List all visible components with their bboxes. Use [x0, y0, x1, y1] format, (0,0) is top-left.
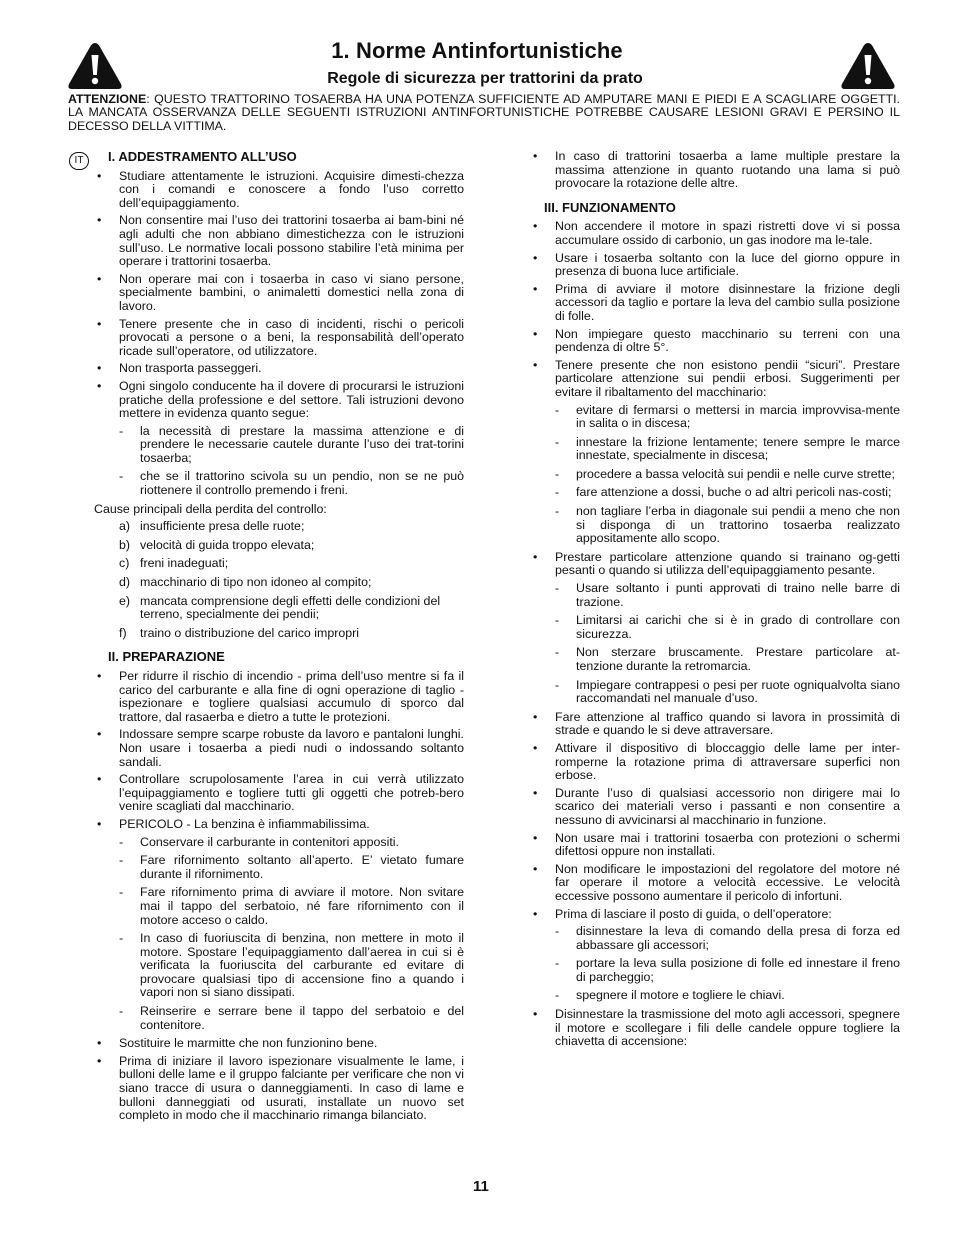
- list-item: [94, 818, 464, 1032]
- list-item: • Non impiegare questo macchinario su terreni con una pendenza di oltre 5°.: [530, 328, 900, 355]
- item-label: e): [119, 593, 131, 608]
- item-label: b): [119, 537, 131, 552]
- list-item: • Usare i tosaerba soltanto con la luce del giorno oppure in presenza di buona luce artificiale.: [530, 252, 900, 279]
- list-item: [530, 359, 900, 546]
- list-item: - Impiegare contrappesi o pesi per ruote ogniqualvolta siano raccomandati nel manuale d’uso.: [555, 679, 900, 706]
- item-text: traino o distribuzione del carico impropri: [140, 625, 360, 640]
- list-item-text: Prestare particolare attenzione quando si trainano og-getti pesanti o quando si utilizza dell’equipaggiamento pesante.: [555, 549, 900, 578]
- section-heading: I. ADDESTRAMENTO ALL’USO: [108, 149, 297, 164]
- list-item-text: Prima di lasciare il posto di guida, o dell’operatore:: [555, 906, 832, 921]
- list-item: • Prima di avviare il motore disinnestare la frizione degli accessori da taglio e portare la leva del cambio sulla posizione di folle.: [530, 283, 900, 324]
- page-title: 1. Norme Antinfortunistiche: [331, 38, 623, 63]
- item-text: mancata comprensione degli effetti delle condizioni del terreno, specialmente dei pendii;: [140, 593, 441, 622]
- list-item: [94, 380, 464, 498]
- dash-list: [119, 425, 464, 498]
- list-item: • Studiare attentamente le istruzioni. Acquisire dimesti-chezza con i comandi e conoscere a fondo l’uso corretto dell’equipaggiamento.: [94, 170, 464, 211]
- list-item: [530, 908, 900, 1004]
- list-item: • Durante l’uso di qualsiasi accessorio non dirigere mai lo scarico dei materiali verso i passanti e non consentire a nessuno di avvicinarsi al macchinario in funzione.: [530, 787, 900, 828]
- list-item: - la necessità di prestare la massima attenzione e di prendere le necessarie cautele durante l’uso dei trat-torini tosaerba;: [119, 425, 464, 466]
- list-item: • Fare attenzione al traffico quando si lavora in prossimità di strade e quando le si deve attraversare.: [530, 711, 900, 738]
- list-item: - fare attenzione a dossi, buche o ad altri pericoli nas-costi;: [555, 486, 900, 500]
- list-item-text: Tenere presente che non esistono pendii “sicuri”. Prestare particolare attenzione sui pendii erbosi. Suggerimenti per evitare il ribaltamento del macchinario:: [555, 357, 900, 399]
- page-number: 11: [473, 1178, 489, 1195]
- bullet-list: [94, 670, 464, 1123]
- list-item: [94, 627, 464, 641]
- list-item: - procedere a bassa velocità sui pendii e nelle curve strette;: [555, 468, 900, 482]
- item-label: d): [119, 575, 131, 590]
- causes-intro: Cause principali della perdita del controllo:: [94, 501, 327, 516]
- list-item: - Non sterzare bruscamente. Prestare particolare at-tenzione durante la retromarcia.: [555, 646, 900, 673]
- item-label: c): [119, 556, 130, 571]
- item-text: macchinario di tipo non idoneo al compito;: [140, 575, 372, 590]
- attention-notice: [68, 93, 900, 133]
- list-item: - Reinserire e serrare bene il tappo del serbatoio e del contenitore.: [119, 1005, 464, 1032]
- list-item: - portare la leva sulla posizione di folle ed innestare il freno di parcheggio;: [555, 957, 900, 984]
- attention-label: ATTENZIONE: [68, 92, 147, 106]
- dash-list: [555, 582, 900, 706]
- item-label: a): [119, 519, 131, 534]
- list-item: - Conservare il carburante in contenitori appositi.: [119, 836, 464, 850]
- list-item: • Non accendere il motore in spazi ristretti dove vi si possa accumulare ossido di carbonio, un gas inodore ma le-tale.: [530, 220, 900, 247]
- list-item: - evitare di fermarsi o mettersi in marcia improvvisa-mente in salita o in discesa;: [555, 404, 900, 431]
- language-badge: IT: [69, 152, 89, 170]
- list-item: [94, 520, 464, 534]
- list-item: - non tagliare l’erba in diagonale sui pendii a meno che non si disponga di un trattorino tosaerba realizzato appositamente allo scopo.: [555, 505, 900, 546]
- section-heading: II. PREPARAZIONE: [108, 649, 225, 665]
- list-item: - Fare rifornimento prima di avviare il motore. Non svitare mai il tappo del serbatoio, né fare rifornimento con il motore acceso o caldo.: [119, 886, 464, 927]
- list-item: • Attivare il dispositivo di bloccaggio delle lame per inter-romperne la rotazione prima di attraversare superfici non erbose.: [530, 742, 900, 783]
- list-item: - In caso di fuoriuscita di benzina, non mettere in moto il motore. Spostare l’equipaggiamento dall’aerea in cui si è verificata la fuoriuscita del carburante ed evitare di provocare qualsiasi tipo di accensione fino a quando i vapori non si siano dissipati.: [119, 932, 464, 1000]
- list-item: • Non operare mai con i tosaerba in caso vi siano persone, specialmente bambini, o animaletti domestici nella zona di lavoro.: [94, 273, 464, 314]
- list-item: - Usare soltanto i punti approvati di traino nelle barre di trazione.: [555, 582, 900, 609]
- list-item: [94, 539, 464, 553]
- list-item: • Controllare scrupolosamente l’area in cui verrà utilizzato l’equipaggiamento e togliere tutti gli oggetti che potreb-bero venire scagliati dal macchinario.: [94, 773, 464, 814]
- list-item: • In caso di trattorini tosaerba a lame multiple prestare la massima attenzione in quanto ruotando una lama si può provocare la rotazione delle altre.: [530, 150, 900, 191]
- section-heading: III. FUNZIONAMENTO: [544, 199, 676, 215]
- list-item: - innestare la frizione lentamente; tenere sempre le marce innestate, specialmente in discesa;: [555, 436, 900, 463]
- list-item-text: PERICOLO - La benzina è infiammabilissima.: [119, 816, 370, 831]
- list-item: [530, 551, 900, 706]
- page-subtitle: Regole di sicurezza per trattorini da prato: [327, 70, 643, 87]
- list-item: • Prima di iniziare il lavoro ispezionare visualmente le lame, i bulloni delle lame e il gruppo falciante per verificare che non vi siano tracce di usura o danneggiamenti. In caso di lame e bulloni danneggiati od usurati, installate un nuovo set completo in modo che il macchinario rimanga bilanciato.: [94, 1055, 464, 1123]
- item-text: freni inadeguati;: [140, 556, 229, 571]
- list-item: - che se il trattorino scivola su un pendio, non se ne può riottenere il controllo premendo i freni.: [119, 470, 464, 497]
- left-column: [94, 150, 464, 1127]
- item-text: insufficiente presa delle ruote;: [140, 519, 305, 534]
- list-item: • Non trasporta passeggeri.: [94, 362, 464, 376]
- list-item: • Per ridurre il rischio di incendio - prima dell’uso mentre si fa il carico del carburante e alla fine di ogni operazione di taglio - ispezionare e togliere qualsiasi accumulo di sporco dal trattore, dal rasaerba e dietro a tutte le protezioni.: [94, 670, 464, 724]
- list-item: • Non consentire mai l’uso dei trattorini tosaerba ai bam-bini né agli adulti che non abbiano dimestichezza con le istruzioni sull’uso. Le normative locali possono stabilire l’età minima per operare i trattorini tosaerba.: [94, 214, 464, 268]
- item-label: f): [119, 625, 127, 640]
- list-item: [94, 557, 464, 571]
- list-item: • Indossare sempre scarpe robuste da lavoro e pantaloni lunghi. Non usare i tosaerba a piedi nudi o indossando soltanto sandali.: [94, 728, 464, 769]
- lettered-list: [94, 520, 464, 640]
- list-item: • Disinnestare la trasmissione del moto agli accessori, spegnere il motore e scollegare i fili delle candele oppure togliere la chiavetta di accensione:: [530, 1008, 900, 1049]
- item-text: velocità di guida troppo elevata;: [140, 537, 315, 552]
- list-item: - Limitarsi ai carichi che si è in grado di controllare con sicurezza.: [555, 614, 900, 641]
- list-item: - spegnere il motore e togliere le chiavi.: [555, 989, 900, 1003]
- list-item: [94, 595, 464, 622]
- list-item: • Tenere presente che in caso di incidenti, rischi o pericoli provocati a persone o a beni, la responsabilità dell’operato ricade sull’operatore, od utilizzatore.: [94, 318, 464, 359]
- list-item: [94, 576, 464, 590]
- dash-list: [555, 404, 900, 546]
- list-item: • Non usare mai i trattorini tosaerba con protezioni o schermi difettosi oppure non installati.: [530, 832, 900, 859]
- list-item-text: Ogni singolo conducente ha il dovere di procurarsi le istruzioni pratiche della professione e del settore. Tali istruzioni devono mettere in evidenza quanto segue:: [119, 378, 464, 421]
- list-item: • Sostituire le marmitte che non funzionino bene.: [94, 1037, 464, 1051]
- right-column: [530, 150, 900, 1053]
- bullet-list: [530, 150, 900, 191]
- bullet-list: [94, 170, 464, 498]
- list-item: - Fare rifornimento soltanto all’aperto. E’ vietato fumare durante il rifornimento.: [119, 854, 464, 881]
- dash-list: [555, 925, 900, 1003]
- dash-list: [119, 836, 464, 1033]
- list-item: - disinnestare la leva di comando della presa di forza ed abbassare gli accessori;: [555, 925, 900, 952]
- list-item: • Non modificare le impostazioni del regolatore del motore né far operare il motore a velocità eccessive. Le velocità eccessive possono aumentare il pericolo di infortuni.: [530, 863, 900, 904]
- bullet-list: [530, 220, 900, 1048]
- attention-text: : QUESTO TRATTORINO TOSAERBA HA UNA POTENZA SUFFICIENTE AD AMPUTARE MANI E PIEDI E A SCAGLIARE OGGETTI. LA MANCATA OSSERVANZA DELLE SEGUENTI ISTRUZIONI ANTINFORTUNISTICHE POTREBBE CAUSARE LESIONI GRAVI E PERSINO IL DECESSO DELLA VITTIMA.: [68, 92, 900, 133]
